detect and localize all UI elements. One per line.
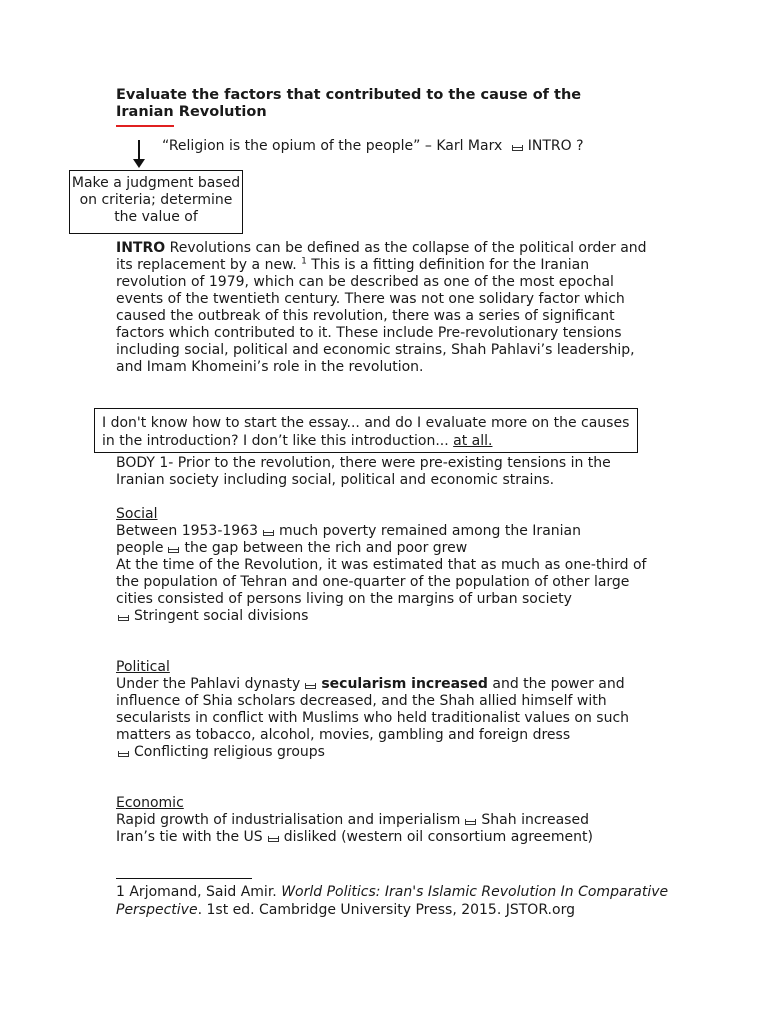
political-section (116, 659, 656, 761)
judgment-note-text: Make a judgment based on criteria; determine the value of (71, 175, 241, 225)
essay-title: Evaluate the factors that contributed to the cause of the Iranian Revolution (116, 87, 582, 120)
implies-arrow-icon (118, 751, 129, 757)
economic-section (116, 795, 656, 846)
intro-label: INTRO (116, 240, 166, 256)
implies-arrow-icon (465, 819, 476, 825)
implies-arrow-icon (268, 836, 279, 842)
political-heading: Political (116, 659, 170, 675)
red-underline-mark (116, 125, 174, 127)
body1-paragraph: BODY 1- Prior to the revolution, there were pre-existing tensions in the Iranian society including social, political and economic strains. (116, 455, 611, 488)
footnote: 1 Arjomand, Said Amir. World Politics: Iran's Islamic Revolution In Comparative Perspective. 1st ed. Cambridge University Press, 2015. JSTOR.org (116, 884, 669, 918)
economic-line-2: Iran’s tie with the US disliked (western oil consortium agreement) (116, 829, 593, 845)
implies-arrow-icon (512, 145, 523, 151)
comment-emphasis: at all. (453, 433, 493, 449)
intro-text-a: Revolutions can be defined as the collapse of the political order and its replacement by a new. (116, 240, 647, 273)
social-detail: At the time of the Revolution, it was estimated that as much as one-third of the population of Tehran and one-quarter of the population of other large cities consisted of persons living on the margins of urban society (116, 557, 647, 607)
judgment-note-box (69, 170, 243, 234)
social-line-1: Between 1953-1963 much poverty remained among the Iranian (116, 523, 581, 539)
political-text: Under the Pahlavi dynasty secularism increased and the power and influence of Shia scholars decreased, and the Shah allied himself with secularists in conflict with Muslims who held traditionalist values on such matters as tobacco, alcohol, movies, gambling and foreign dress (116, 676, 630, 743)
comment-box (94, 408, 638, 453)
down-arrow-icon (133, 159, 145, 168)
economic-line-1: Rapid growth of industrialisation and imperialism Shah increased (116, 812, 589, 828)
implies-arrow-icon (305, 683, 316, 689)
social-heading: Social (116, 506, 158, 522)
economic-heading: Economic (116, 795, 184, 811)
quote-text: “Religion is the opium of the people” – Karl Marx (162, 138, 503, 154)
footnote-title: World Politics: Iran's Islamic Revolution In Comparative Perspective (116, 884, 669, 918)
social-result: Stringent social divisions (116, 608, 656, 625)
footnote-ref: 1 (301, 256, 307, 267)
quote-tag: INTRO ? (527, 138, 584, 154)
implies-arrow-icon (168, 547, 179, 553)
marx-quote-line (162, 138, 584, 155)
intro-paragraph (116, 240, 656, 394)
social-section (116, 506, 656, 625)
comment-text: I don't know how to start the essay... and do I evaluate more on the causes in the introduction? I don’t like this introduction... (102, 415, 630, 449)
intro-text-b: This is a fitting definition for the Iranian revolution of 1979, which can be described as one of the most epochal events of the twentieth century. There was not one solidary factor which caused the outbreak of this revolution, there was a series of significant factors which contributed to it. These include Pre-revolutionary tensions including social, political and economic strains, Shah Pahlavi’s leadership, and Imam Khomeini’s role in the revolution. (116, 257, 635, 375)
political-result: Conflicting religious groups (116, 744, 656, 761)
footnote-separator (116, 878, 252, 879)
implies-arrow-icon (263, 530, 274, 536)
implies-arrow-icon (118, 615, 129, 621)
social-line-2: people the gap between the rich and poor grew (116, 540, 468, 556)
